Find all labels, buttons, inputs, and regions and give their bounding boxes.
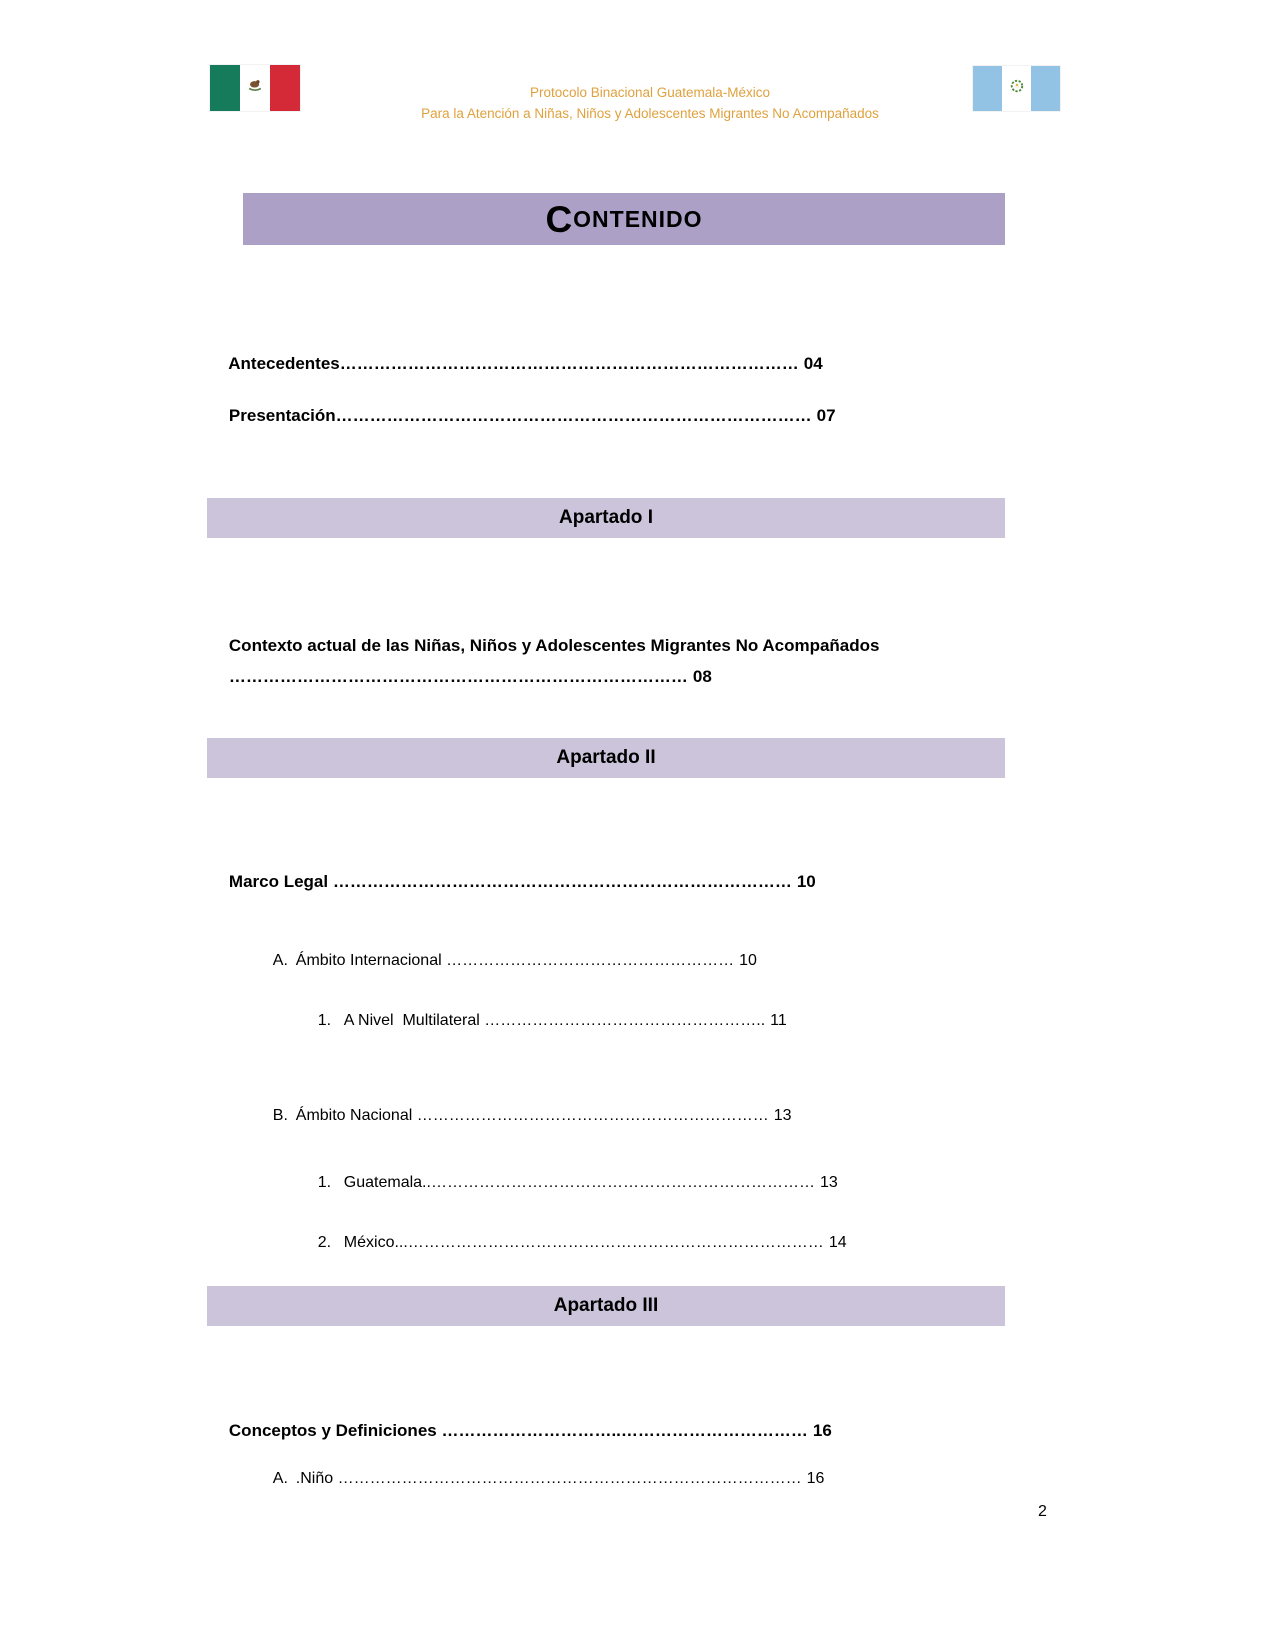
page-ref: 16 — [812, 1421, 832, 1440]
toc-entry-contexto-line2[interactable] — [210, 644, 712, 710]
dot-leader: ..……………………………………………………………… — [422, 1174, 815, 1191]
toc-label: .Niño — [295, 1470, 338, 1487]
toc-entry-presentacion[interactable] — [210, 383, 836, 449]
guatemala-flag-blue-stripe-left — [973, 66, 1002, 111]
dot-leader: ………………………………………………………………………… — [335, 406, 812, 425]
page-ref: 08 — [692, 667, 712, 686]
mexico-flag-red-stripe — [270, 65, 300, 111]
dot-leader: …………………………………………….. — [484, 1012, 766, 1029]
page-ref: 13 — [819, 1174, 838, 1191]
apartado-2-label: Apartado II — [556, 747, 656, 768]
apartado-2-banner — [207, 738, 1005, 778]
header-line2: Para la Atención a Niñas, Niños y Adolescentes Migrantes No Acompañados — [421, 106, 879, 121]
mexico-flag-white-stripe — [240, 65, 270, 111]
contenido-banner — [243, 193, 1005, 245]
mexico-flag — [210, 65, 300, 111]
toc-entry-marker: 2. — [317, 1234, 332, 1251]
dot-leader: …………………………………………………………………………… — [337, 1470, 802, 1487]
dot-leader: ……………………………………………… — [446, 952, 735, 969]
toc-entry-ambito-internacional[interactable] — [255, 928, 757, 994]
toc-label: Ámbito Nacional — [295, 1107, 417, 1124]
toc-label: Conceptos y Definiciones — [228, 1421, 442, 1440]
header-title — [330, 82, 970, 124]
toc-entry-guatemala[interactable] — [300, 1150, 838, 1216]
page-ref: 11 — [770, 1012, 787, 1029]
toc-label: Guatemala — [343, 1174, 423, 1191]
apartado-1-label: Apartado I — [559, 507, 653, 528]
toc-entry-marker: A. — [272, 1470, 288, 1487]
dot-leader: ………………………………………………………… — [416, 1107, 769, 1124]
toc-label: Ámbito Internacional — [295, 952, 447, 969]
toc-entry-ambito-nacional[interactable] — [255, 1083, 792, 1149]
dot-leader: ……………………………………………………………………… — [228, 667, 688, 686]
page-number: 2 — [1038, 1503, 1047, 1520]
apartado-1-banner — [207, 498, 1005, 538]
page-ref: 10 — [796, 872, 816, 891]
toc-entry-marker: A. — [272, 952, 288, 969]
toc-label: A Nivel Multilateral — [343, 1012, 485, 1029]
dot-leader: ...…………………………………………………………………… — [394, 1234, 824, 1251]
toc-entry-marker: 1. — [317, 1174, 332, 1191]
toc-label: Antecedentes — [228, 354, 340, 373]
apartado-3-label: Apartado III — [553, 1295, 659, 1316]
toc-entry-nino[interactable] — [255, 1446, 824, 1512]
guatemala-flag-white-stripe — [1002, 66, 1031, 111]
toc-label: Marco Legal — [228, 872, 333, 891]
toc-entry-marker: B. — [272, 1107, 288, 1124]
toc-label: Contexto actual de las Niñas, Niños y Adolescentes Migrantes No Acompañados — [228, 636, 880, 655]
page-ref: 13 — [773, 1107, 792, 1124]
contenido-rest: ONTENIDO — [573, 205, 703, 232]
page-ref: 04 — [803, 354, 823, 373]
mexico-coat-of-arms-icon — [245, 76, 265, 101]
page-ref: 10 — [739, 952, 757, 969]
dot-leader: ……………………………………………………………………… — [332, 872, 792, 891]
toc-entry-mexico[interactable] — [300, 1210, 847, 1276]
toc-label: México — [343, 1234, 395, 1251]
toc-entry-marco-legal[interactable] — [210, 849, 816, 915]
mexico-flag-green-stripe — [210, 65, 240, 111]
header-line1: Protocolo Binacional Guatemala-México — [529, 85, 771, 100]
toc-entry-nivel-multilateral[interactable] — [300, 988, 787, 1054]
guatemala-flag — [973, 66, 1060, 111]
apartado-3-banner — [207, 1286, 1005, 1326]
guatemala-coat-of-arms-icon — [1008, 77, 1026, 100]
page-ref: 07 — [816, 406, 836, 425]
contenido-initial: C — [545, 198, 574, 240]
dot-leader: ……………………………………………………………………… — [339, 354, 799, 373]
page-ref: 16 — [806, 1470, 825, 1487]
page-ref: 14 — [828, 1234, 847, 1251]
toc-entry-marker: 1. — [317, 1012, 332, 1029]
dot-leader: …………………………..…………………………… — [441, 1421, 808, 1440]
guatemala-flag-blue-stripe-right — [1031, 66, 1060, 111]
toc-label: Presentación — [228, 406, 336, 425]
